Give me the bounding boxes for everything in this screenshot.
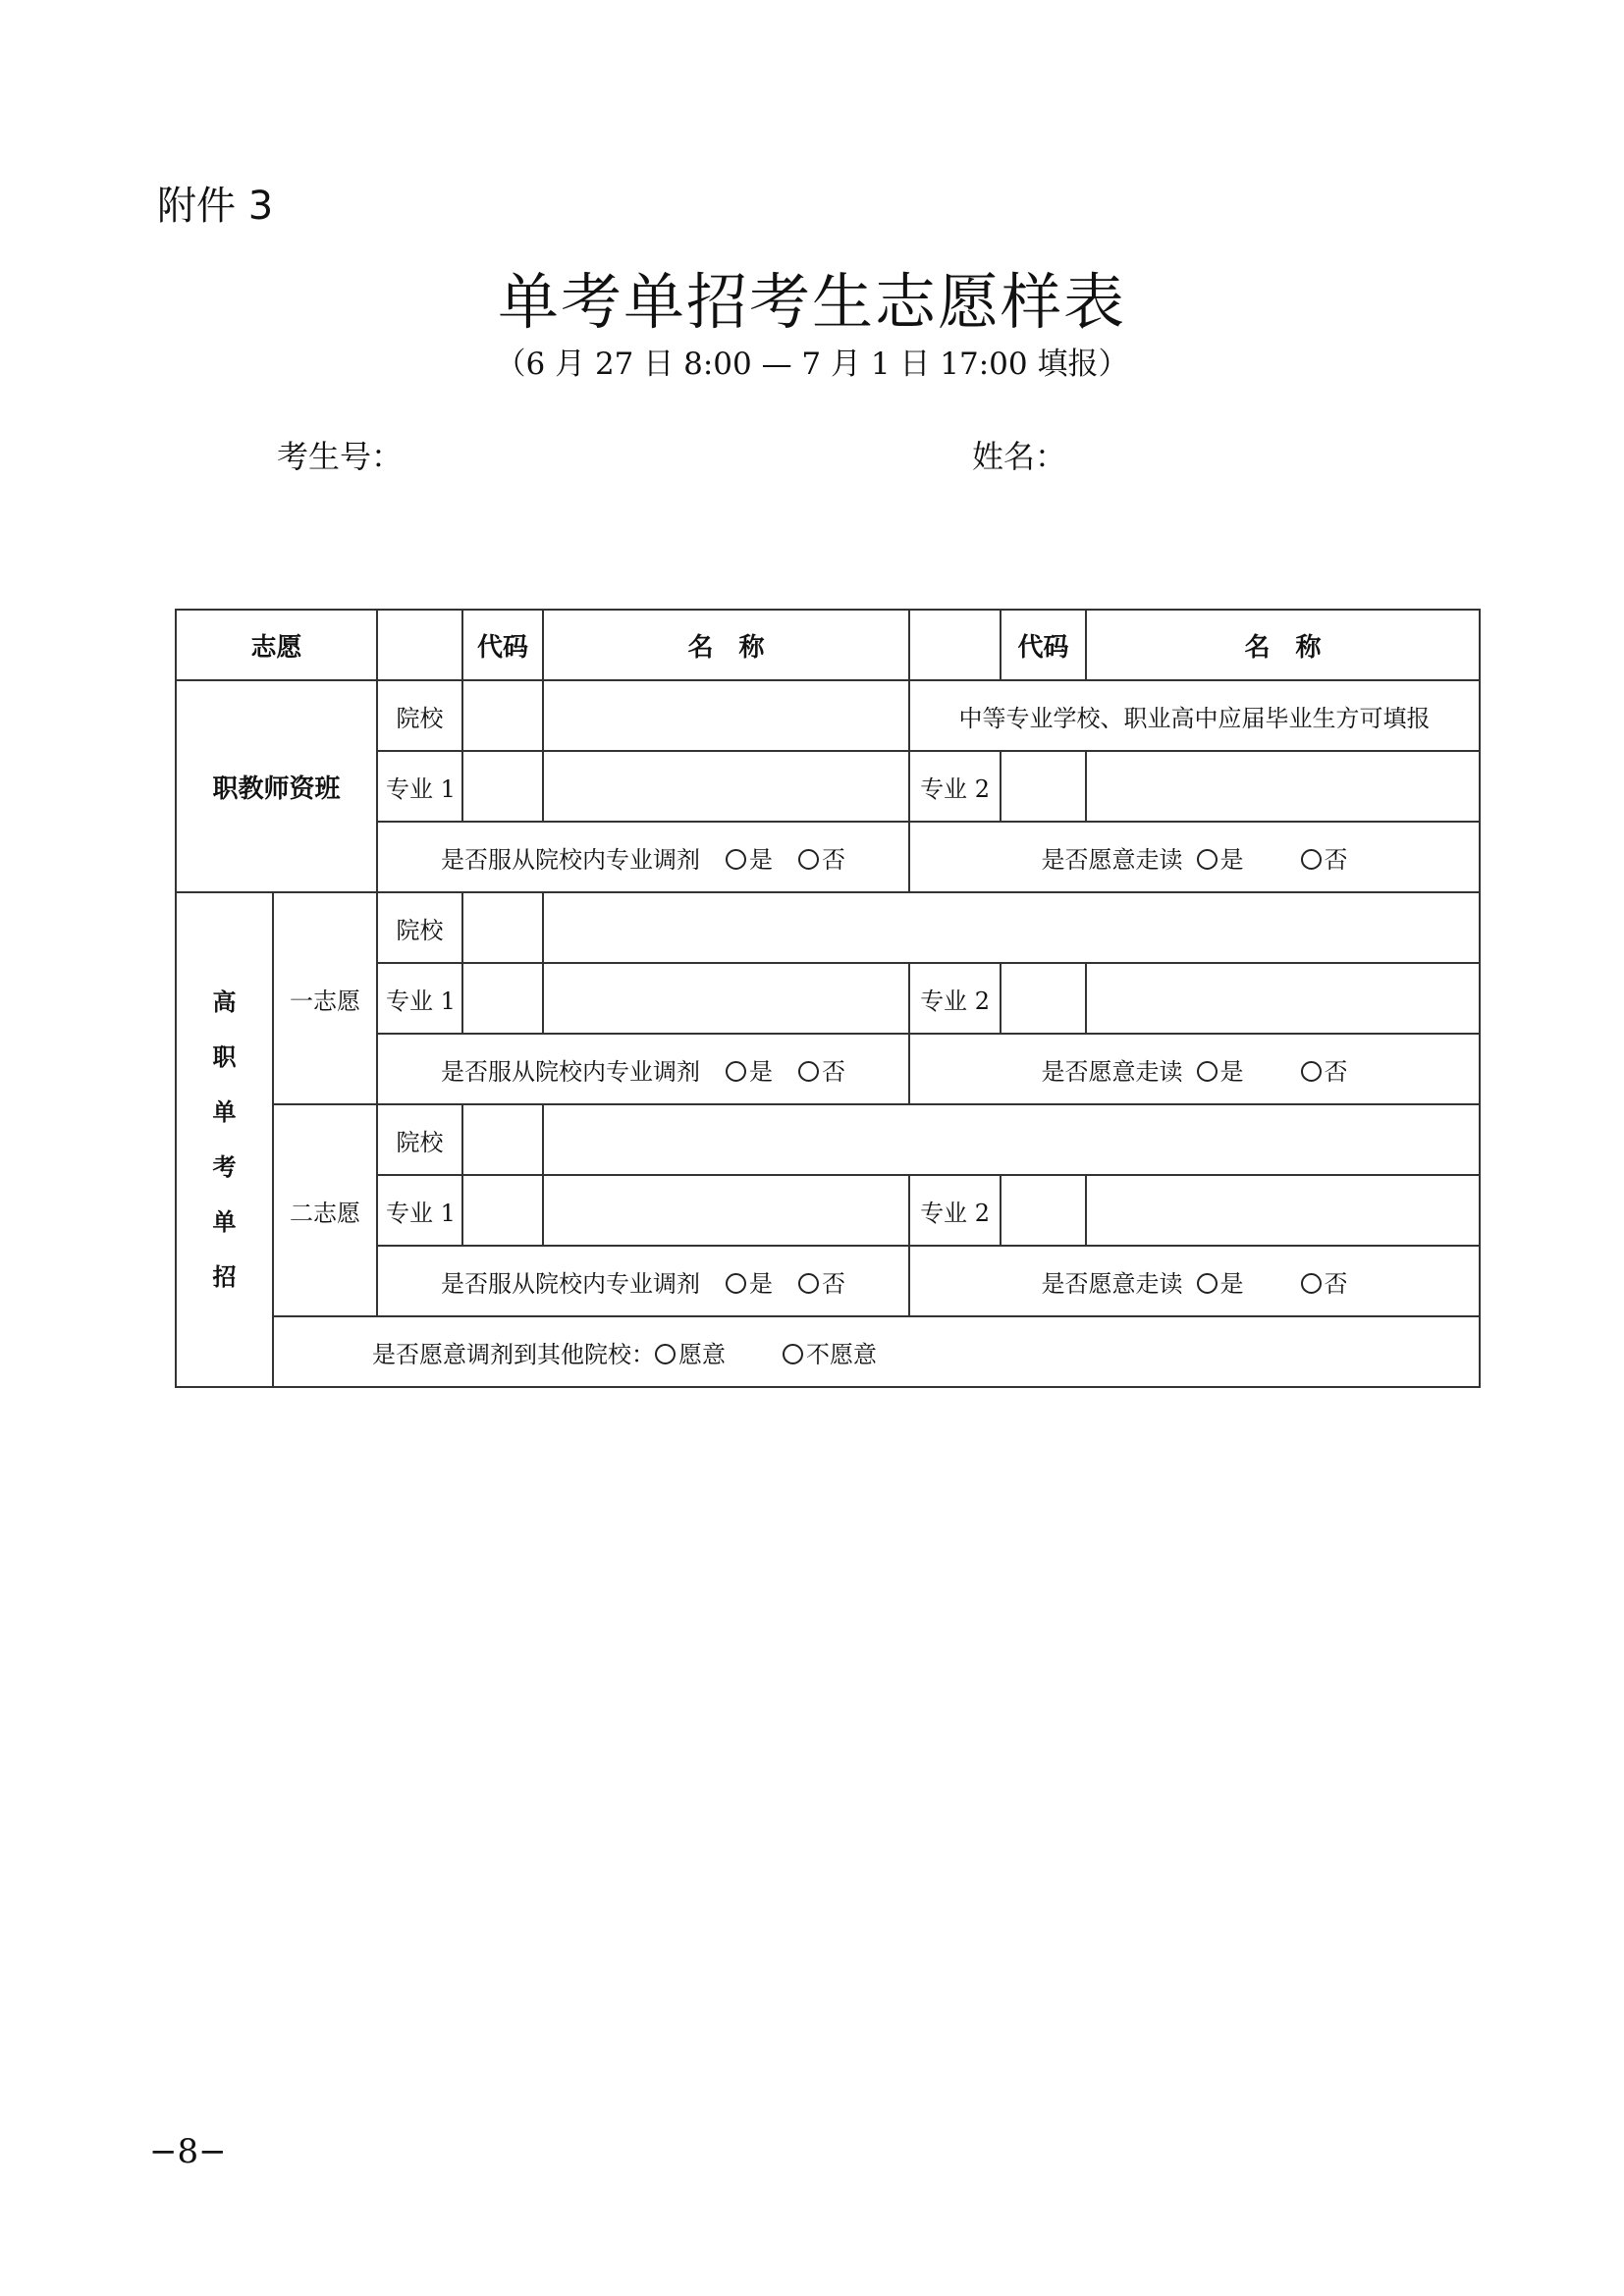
page-title: 单考单招考生志愿样表 — [497, 266, 1126, 338]
major2-label: 专业 2 — [909, 963, 1001, 1034]
day-study-question — [909, 1246, 1480, 1316]
header-code-2: 代码 — [1001, 610, 1086, 680]
college-label: 院校 — [377, 1104, 462, 1175]
major2-code-field[interactable] — [1001, 1175, 1086, 1246]
header-name-2: 名 称 — [1086, 610, 1480, 680]
day-study-label: 是否愿意走读 — [1041, 845, 1183, 874]
college-name-field[interactable] — [543, 1104, 1480, 1175]
no-radio[interactable] — [1301, 849, 1322, 870]
no-label: 否 — [822, 1057, 846, 1086]
obey-adjust-question — [377, 1246, 909, 1316]
first-choice-label: 一志愿 — [273, 892, 377, 1104]
major1-name-field[interactable] — [543, 1175, 909, 1246]
major1-name-field[interactable] — [543, 751, 909, 822]
college-label: 院校 — [377, 680, 462, 751]
obey-adjust-label: 是否服从院校内专业调剂 — [441, 1057, 701, 1086]
yes-label: 是 — [749, 1057, 774, 1086]
page-subtitle: （6 月 27 日 8:00 — 7 月 1 日 17:00 填报） — [495, 347, 1129, 382]
obey-adjust-question — [377, 822, 909, 892]
table-row — [176, 1104, 1480, 1175]
major1-label: 专业 1 — [377, 1175, 462, 1246]
day-study-question — [909, 1034, 1480, 1104]
major1-label: 专业 1 — [377, 963, 462, 1034]
yes-label: 是 — [1219, 1269, 1244, 1298]
yes-radio[interactable] — [1197, 1061, 1218, 1082]
college-label: 院校 — [377, 892, 462, 963]
obey-adjust-question — [377, 1034, 909, 1104]
yes-radio[interactable] — [726, 1273, 746, 1294]
no-radio[interactable] — [1301, 1061, 1322, 1082]
yes-radio[interactable] — [726, 1061, 746, 1082]
unwilling-label: 不愿意 — [806, 1340, 877, 1368]
major2-code-field[interactable] — [1001, 963, 1086, 1034]
major2-label: 专业 2 — [909, 751, 1001, 822]
section-teacher-class: 职教师资班 — [176, 680, 377, 892]
yes-label: 是 — [749, 1269, 774, 1298]
day-study-label: 是否愿意走读 — [1041, 1057, 1183, 1086]
no-radio[interactable] — [1301, 1273, 1322, 1294]
yes-radio[interactable] — [1197, 1273, 1218, 1294]
major2-label: 专业 2 — [909, 1175, 1001, 1246]
section-vocational-single-exam: 高 职 单 考 单 招 — [176, 892, 273, 1387]
table-row — [176, 680, 1480, 751]
college-code-field[interactable] — [462, 680, 543, 751]
application-form-table — [175, 609, 1481, 1388]
eligibility-note: 中等专业学校、职业高中应届毕业生方可填报 — [909, 680, 1480, 751]
college-name-field[interactable] — [543, 892, 1480, 963]
major2-name-field[interactable] — [1086, 1175, 1480, 1246]
header-blank-2 — [909, 610, 1001, 680]
major1-code-field[interactable] — [462, 963, 543, 1034]
yes-label: 是 — [749, 845, 774, 874]
major2-name-field[interactable] — [1086, 963, 1480, 1034]
exam-number-label: 考生号： — [277, 438, 404, 475]
table-header-row — [176, 610, 1480, 680]
table-row — [176, 892, 1480, 963]
day-study-label: 是否愿意走读 — [1041, 1269, 1183, 1298]
unwilling-radio[interactable] — [783, 1344, 803, 1364]
college-name-field[interactable] — [543, 680, 909, 751]
table-row — [176, 1316, 1480, 1387]
college-code-field[interactable] — [462, 892, 543, 963]
no-radio[interactable] — [798, 1273, 819, 1294]
yes-radio[interactable] — [726, 849, 746, 870]
no-label: 否 — [1324, 1057, 1348, 1086]
adjust-other-question — [273, 1316, 1480, 1387]
obey-adjust-label: 是否服从院校内专业调剂 — [441, 845, 701, 874]
major1-code-field[interactable] — [462, 1175, 543, 1246]
header-code: 代码 — [462, 610, 543, 680]
header-zhiyuan: 志愿 — [176, 610, 377, 680]
no-label: 否 — [822, 1269, 846, 1298]
obey-adjust-label: 是否服从院校内专业调剂 — [441, 1269, 701, 1298]
second-choice-label: 二志愿 — [273, 1104, 377, 1316]
major1-label: 专业 1 — [377, 751, 462, 822]
willing-radio[interactable] — [655, 1344, 676, 1364]
major1-name-field[interactable] — [543, 963, 909, 1034]
yes-radio[interactable] — [1197, 849, 1218, 870]
no-label: 否 — [822, 845, 846, 874]
major1-code-field[interactable] — [462, 751, 543, 822]
no-label: 否 — [1324, 1269, 1348, 1298]
adjust-other-label: 是否愿意调剂到其他院校： — [372, 1340, 655, 1368]
yes-label: 是 — [1219, 845, 1244, 874]
no-radio[interactable] — [798, 1061, 819, 1082]
willing-label: 愿意 — [678, 1340, 726, 1368]
header-name: 名 称 — [543, 610, 909, 680]
major2-code-field[interactable] — [1001, 751, 1086, 822]
day-study-question — [909, 822, 1480, 892]
yes-label: 是 — [1219, 1057, 1244, 1086]
page-number: −8− — [149, 2132, 227, 2171]
header-blank — [377, 610, 462, 680]
college-code-field[interactable] — [462, 1104, 543, 1175]
name-label: 姓名： — [972, 438, 1067, 475]
attachment-label: 附件 3 — [157, 184, 274, 229]
no-label: 否 — [1324, 845, 1348, 874]
major2-name-field[interactable] — [1086, 751, 1480, 822]
no-radio[interactable] — [798, 849, 819, 870]
